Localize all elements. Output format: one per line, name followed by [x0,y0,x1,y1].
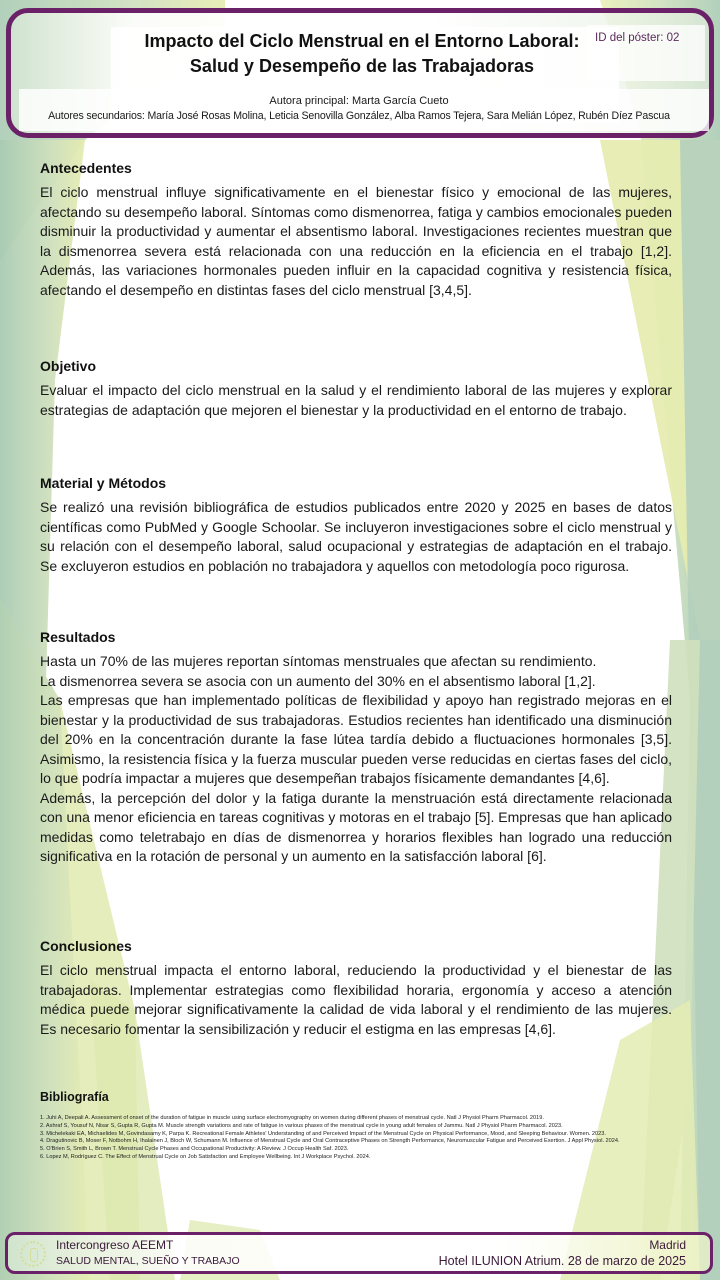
result-paragraph-2: La dismenorrea severa se asocia con un aumento del 30% en el absentismo laboral [1,2]. [40,672,596,689]
section-objetivo [40,356,672,420]
reference-item: 3. Michelekaki EA, Michaelides M, Govindasamy K, Parpa K. Recreational Female Athletes' Understanding of and Perceived Impact of the Menstrual Cycle on Physical Performance, Mood, and Sleeping Behaviour. Women. 2023. [40,1130,606,1137]
section-heading: Bibliografía [40,1090,109,1104]
congress-logo-icon [20,1241,46,1267]
section-heading: Objetivo [40,358,97,374]
event-theme: SALUD MENTAL, SUEÑO Y TRABAJO [56,1255,240,1267]
result-paragraph-3: Las empresas que han implementado políticas de flexibilidad y apoyo han registrado mejoras en el bienestar y la productividad de sus trabajadoras. Estudios recientes han identificado una disminución del 20% en la concentración durante la fase lútea tardía debido a fluctuaciones hormonales [3,5]. Asimismo, la resistencia física y la fuerza muscular pueden verse reducidas en ciertas fases del ciclo, lo que podría impactar a mujeres que desempeñan trabajos físicamente demandantes [4,6]. [40,692,672,786]
secondary-authors: Autores secundarios: María José Rosas Molina, Leticia Senovilla González, Alba Ramos Tejera, Sara Melián López, Rubén Díez Pascua [48,110,670,122]
section-heading: Material y Métodos [40,475,167,491]
title-line-2: Salud y Desempeño de las Trabajadoras [189,56,535,76]
reference-item: 2. Ashraf S, Yousuf N, Nisar S, Gupta R, Gupta M. Muscle strength variations and rate of fatigue in various phases of the menstrual cycle in young adult females of Jammu. Natl J Physiol Pharm Pharmacol. 2023. [40,1122,563,1129]
event-city: Madrid [649,1238,686,1252]
reference-item: 4. Dragutinovic B, Moser F, Notbohm H, Ihalainen J, Bloch W, Schumann M. Influence of Menstrual Cycle and Oral Contraceptive Phases on Strength Performance, Neuromuscular Fatigue and Perceived Exertion. J Appl Physiol. 2024. [40,1138,620,1145]
reference-item: 5. O'Brien S, Smith L, Brown T. Menstrual Cycle Phases and Occupational Productivity: A Review. J Occup Health Saf. 2023. [40,1146,349,1153]
reference-list [40,1115,672,1162]
section-resultados [40,627,672,867]
section-body: El ciclo menstrual influye significativamente en el bienestar físico y emocional de las mujeres, afectando su desempeño laboral. Síntomas como dismenorrea, fatiga y cambios emocionales pueden disminuir la productividad y aumentar el absentismo laboral. Investigaciones recientes muestran que la dismenorrea severa está relacionada con una reducción en la eficiencia en el trabajo [1,2]. Además, las variaciones hormonales pueden influir en la capacidad cognitiva y resistencia física, afectando el desempeño en distintas fases del ciclo menstrual [3,4,5]. [40,184,672,298]
section-body: El ciclo menstrual impacta el entorno laboral, reduciendo la productividad y el bienestar de las trabajadoras. Implementar estrategias como flexibilidad horaria, ergonomía y acceso a atención médica puede mejorar significativamente la calidad de vida laboral y el rendimiento de las mujeres. Es necesario fomentar la sensibilización y reducir el estigma en las empresas [4,6]. [40,962,672,1037]
section-body: Se realizó una revisión bibliográfica de estudios publicados entre 2020 y 2025 en bases de datos científicas como PubMed y Google Schoolar. Se incluyeron investigaciones sobre el ciclo menstrual y su relación con el desempeño laboral, salud ocupacional y estrategias de adaptación en el trabajo. Se excluyeron estudios en población no trabajadora y aquellos con metodología poco rigurosa. [40,499,672,574]
section-metodos [40,473,672,576]
section-bibliografia [40,1087,672,1162]
reference-item: 6. Lopez M, Rodríguez C. The Effect of Menstrual Cycle on Job Satisfaction and Employee Wellbeing. Int J Workplace Psychol. 2024. [40,1153,371,1160]
result-paragraph-4: Además, la percepción del dolor y la fatiga durante la menstruación está directamente relacionada con una menor eficiencia en tareas cognitivas y motoras en el trabajo [5]. Empresas que han aplicado medidas como teletrabajo en días de dismenorrea y horarios flexibles han logrado una reducción significativa en la rotación de personal y un aumento en la satisfacción laboral [6]. [40,789,672,864]
reference-item: 1. Juhi A, Deepali A. Assessment of onset of the duration of fatigue in muscle using surface electromyography on women during different phases of menstrual cycle. Natl J Physiol Pharm Pharmacol. 2019. [40,1115,544,1121]
section-heading: Conclusiones [40,938,132,954]
title-line-1: Impacto del Ciclo Menstrual en el Entorno Laboral: [144,31,580,51]
poster-id-label: ID del póster: 02 [595,32,680,44]
section-conclusiones [40,936,672,1039]
section-heading: Resultados [40,629,116,645]
poster-footer [5,1232,713,1274]
event-venue-date: Hotel ILUNION Atrium. 28 de marzo de 2025 [438,1254,686,1268]
main-author: Autora principal: Marta García Cueto [269,95,449,107]
event-name: Intercongreso AEEMT [56,1238,174,1252]
section-antecedentes [40,158,672,300]
section-heading: Antecedentes [40,160,132,176]
result-paragraph-1: Hasta un 70% de las mujeres reportan síntomas menstruales que afectan su rendimiento. [40,653,597,669]
poster-header [6,8,714,138]
section-body: Evaluar el impacto del ciclo menstrual en la salud y el rendimiento laboral de las mujeres y explorar estrategias de adaptación que mejoren el bienestar y la productividad en el entorno de trabajo. [40,382,672,418]
